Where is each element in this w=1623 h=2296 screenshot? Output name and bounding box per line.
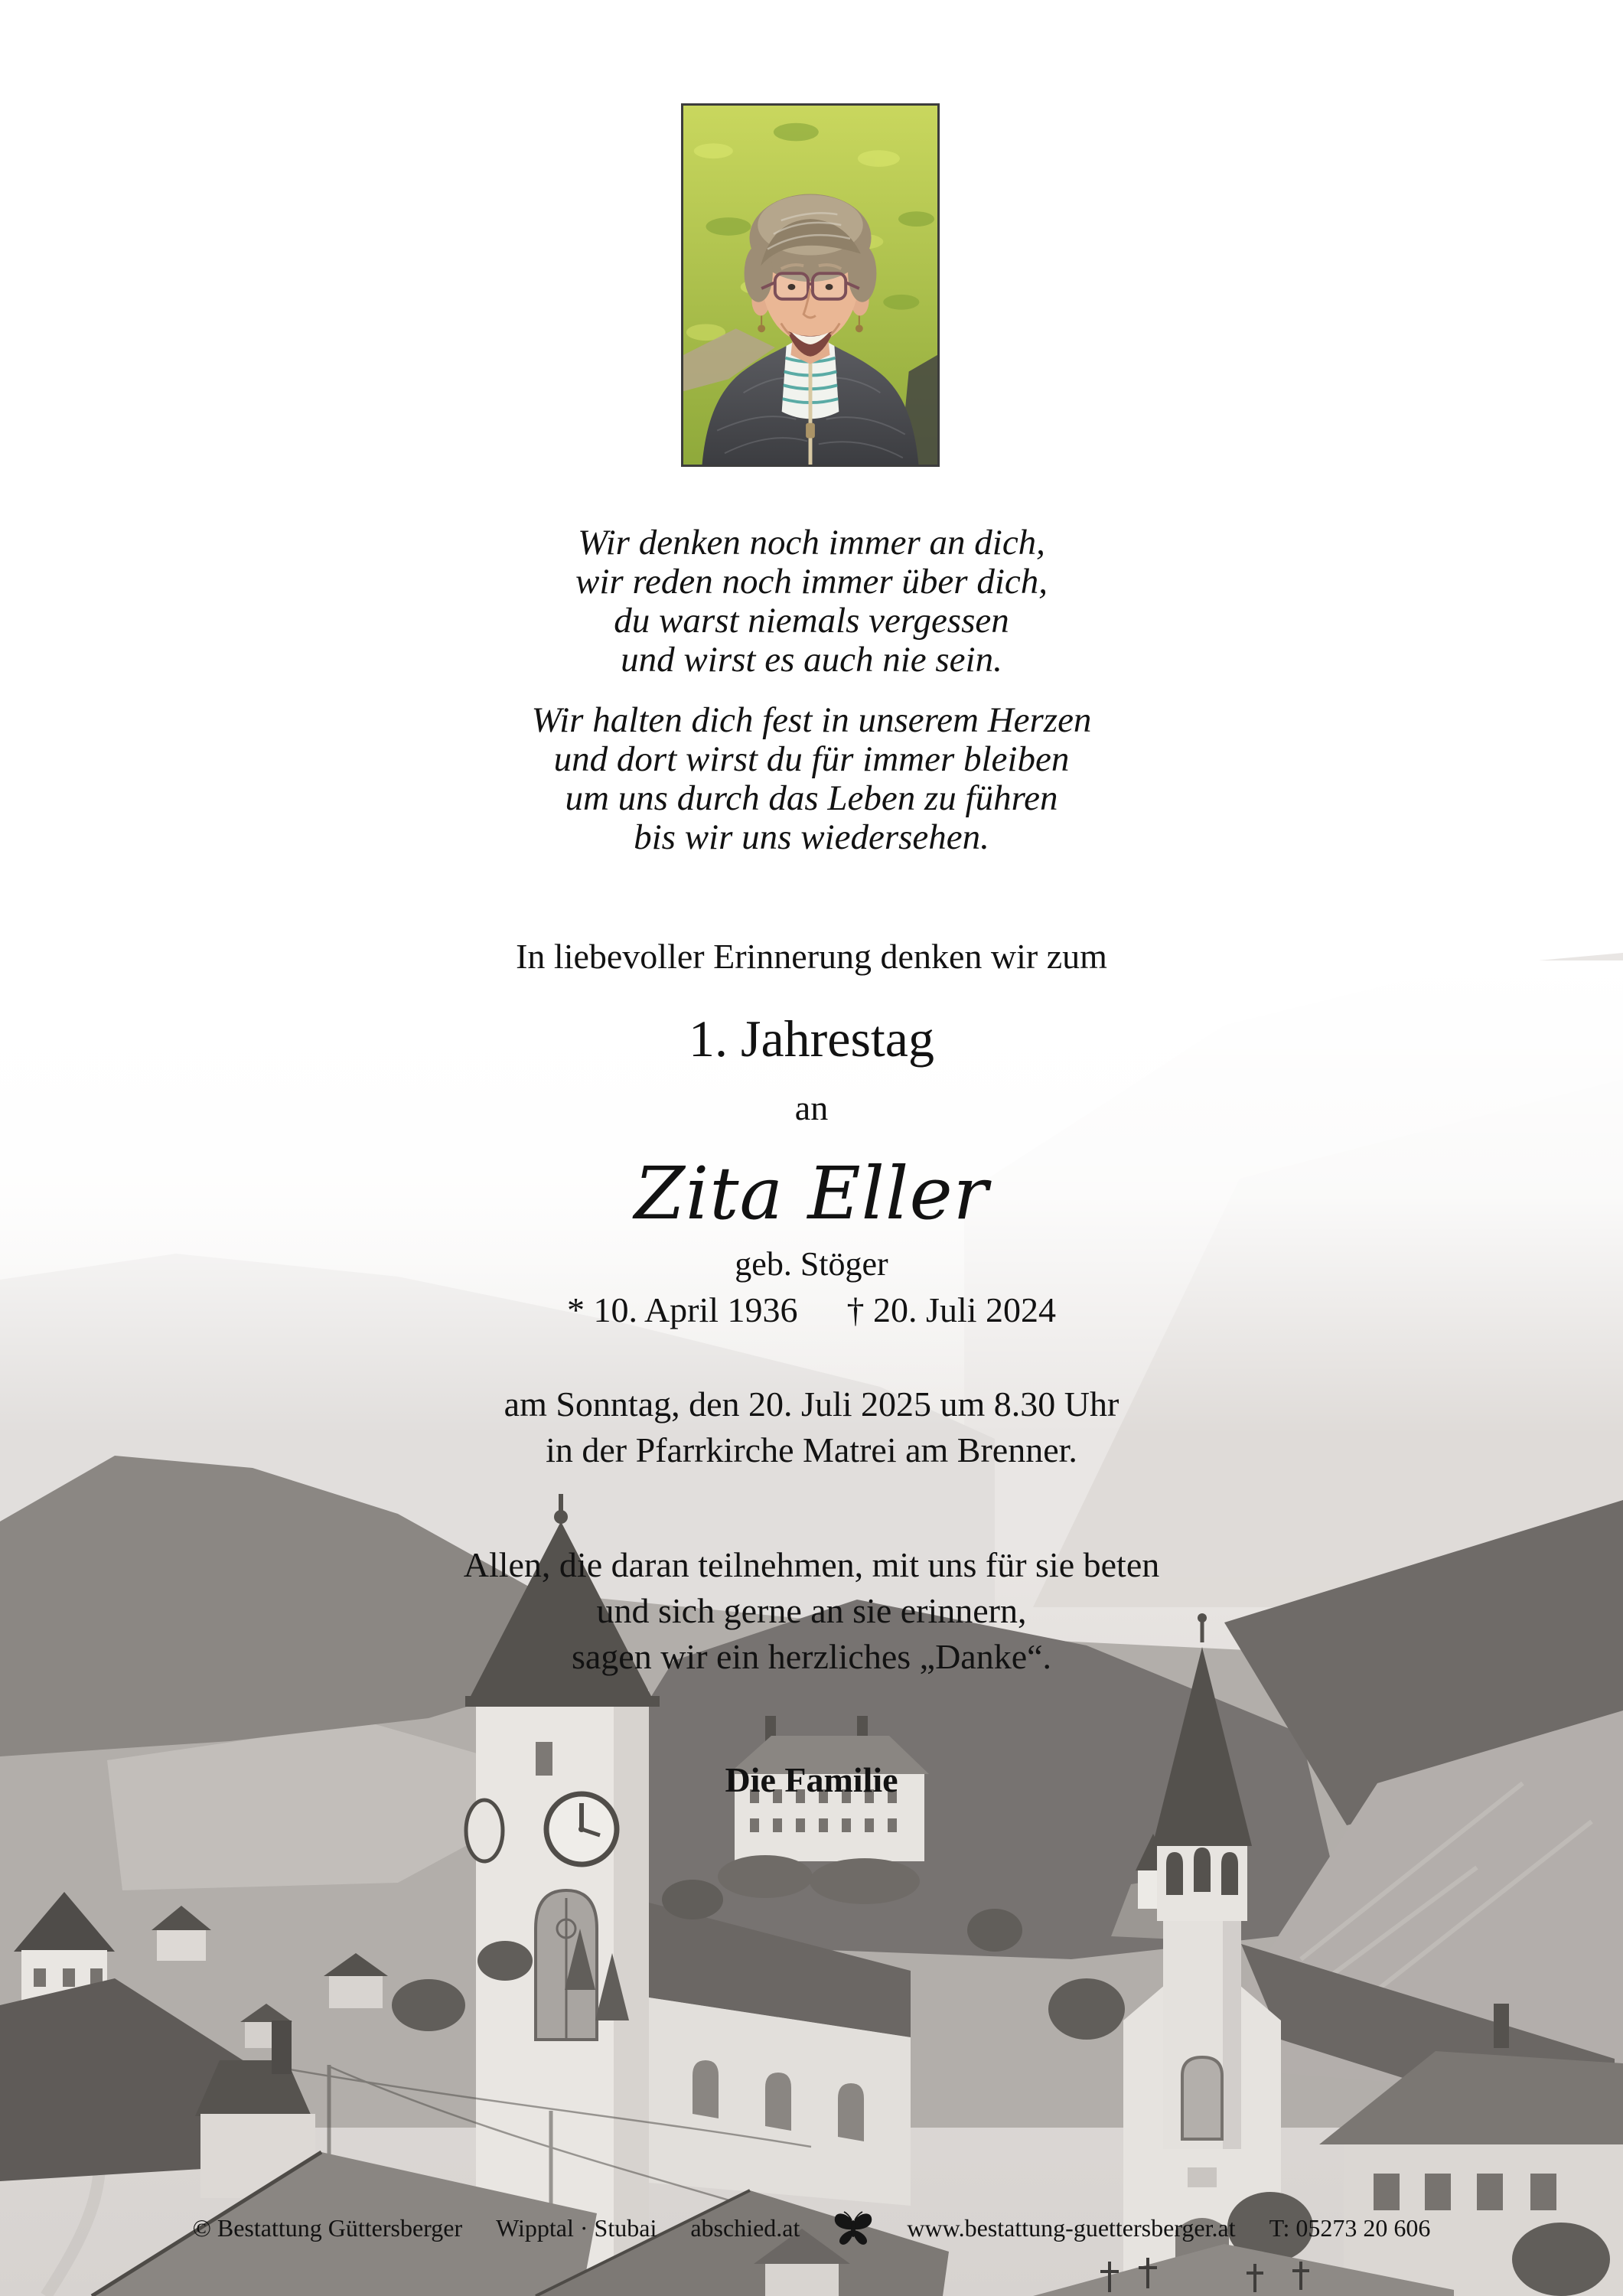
life-dates	[0, 1290, 1623, 1330]
poem-line: wir reden noch immer über dich,	[575, 562, 1048, 602]
anniversary-heading: 1. Jahrestag	[688, 1009, 934, 1068]
thanks-text	[0, 1542, 1623, 1680]
footer-portal: abschied.at	[690, 2214, 800, 2242]
church-clock	[546, 1794, 617, 1864]
zipper-pull	[806, 423, 815, 439]
poem-line: du warst niemals vergessen	[614, 601, 1009, 641]
butterfly-icon	[833, 2210, 873, 2245]
preposition: an	[794, 1088, 829, 1127]
thanks-line: sagen wir ein herzliches „Danke“.	[571, 1637, 1052, 1676]
service-info	[0, 1381, 1623, 1473]
service-line: in der Pfarrkirche Matrei am Brenner.	[546, 1430, 1077, 1469]
right-eye	[826, 284, 833, 290]
closing-signature: Die Familie	[725, 1760, 898, 1799]
poem-line: und dort wirst du für immer bleiben	[553, 739, 1070, 779]
poem-line: Wir denken noch immer an dich,	[578, 523, 1045, 563]
deceased-name: Zita Eller	[634, 1152, 989, 1236]
footer-copyright: © Bestattung Güttersberger	[192, 2214, 463, 2242]
service-line: am Sonntag, den 20. Juli 2025 um 8.30 Uhr	[504, 1384, 1119, 1424]
footer-region: Wipptal · Stubai	[496, 2214, 657, 2242]
poem-stanza-1	[0, 523, 1623, 680]
footer-phone: T: 05273 20 606	[1269, 2214, 1431, 2242]
poem-line: um uns durch das Leben zu führen	[565, 778, 1058, 818]
thanks-line: und sich gerne an sie erinnern,	[596, 1591, 1027, 1630]
poem-line: Wir halten dich fest in unserem Herzen	[531, 700, 1092, 740]
poem-line: und wirst es auch nie sein.	[621, 640, 1002, 680]
memorial-intro: In liebevoller Erinnerung denken wir zum	[516, 937, 1107, 976]
portrait-photo	[681, 103, 940, 467]
death-date: † 20. Juli 2024	[846, 1290, 1057, 1329]
footer-website: www.bestattung-guettersberger.at	[907, 2214, 1236, 2242]
birth-date: * 10. April 1936	[566, 1290, 798, 1329]
poem-stanza-2	[0, 701, 1623, 857]
poem-line: bis wir uns wiedersehen.	[634, 817, 989, 857]
thanks-line: Allen, die daran teilnehmen, mit uns für sie beten	[463, 1545, 1160, 1584]
footer	[0, 2207, 1623, 2249]
left-eye	[788, 284, 796, 290]
maiden-name: geb. Stöger	[735, 1245, 888, 1283]
